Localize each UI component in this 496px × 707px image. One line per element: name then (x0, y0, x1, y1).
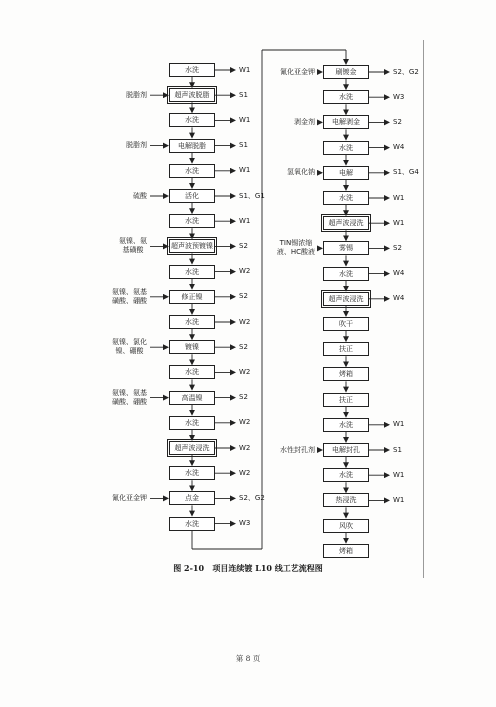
right_column-step-box: 水洗 (323, 90, 369, 104)
left_column-output-label: S2 (239, 292, 248, 301)
left_column-step-box: 活化 (169, 189, 215, 203)
left_column-output-label: W2 (239, 418, 251, 427)
left_column-output-label: S1 (239, 90, 248, 99)
left_column-output-label: S2、G2 (239, 493, 265, 502)
left_column-output-label: S2 (239, 393, 248, 402)
left_column-input-label: 氨镍、氨 基磺酸 (119, 237, 147, 255)
left_column-input-label: 脱脂剂 (126, 141, 147, 150)
left_column-output-label: S2 (239, 241, 248, 250)
left_column-step-box: 水洗 (169, 517, 215, 531)
left_column-step-box: 水洗 (169, 365, 215, 379)
left_column-step-box: 超声波预镀镍 (169, 239, 215, 253)
left_column-output-label: W1 (239, 115, 251, 124)
left_column-input-label: 氨镍、氯化 镍、硼酸 (112, 338, 147, 356)
right_column-step-box: 烤箱 (323, 544, 369, 558)
figure-caption (0, 563, 496, 574)
right_column-step-box: 烤箱 (323, 367, 369, 381)
left_column-step-box: 镀镍 (169, 340, 215, 354)
left_column-output-label: W1 (239, 216, 251, 225)
right_column-step-box: 超声波浸洗 (323, 292, 369, 306)
right_column-step-box: 水洗 (323, 267, 369, 281)
right_column-step-box: 风吹 (323, 519, 369, 533)
right_column-step-box: 水洗 (323, 141, 369, 155)
right_column-input-label: 氢氧化钠 (287, 168, 315, 177)
right_column-output-label: S1 (393, 445, 402, 454)
left_column-step-box: 水洗 (169, 265, 215, 279)
left_column-output-label: S1、G1 (239, 191, 265, 200)
right_column-output-label: S2 (393, 243, 402, 252)
left_column-step-box: 超声波浸洗 (169, 441, 215, 455)
left_column-output-label: W2 (239, 367, 251, 376)
left_column-input-label: 氰化亚金钾 (112, 493, 147, 502)
right_column-output-label: W4 (393, 269, 405, 278)
right_column-input-label: 剥金剂 (294, 117, 315, 126)
right_column-output-label: W1 (393, 470, 405, 479)
right_column-output-label: W1 (393, 193, 405, 202)
left_column-output-label: W1 (239, 166, 251, 175)
page-number: 第 8 页 (235, 654, 261, 663)
right_column-output-label: S1、G4 (393, 168, 419, 177)
left_column-output-label: W2 (239, 468, 251, 477)
left_column-step-box: 水洗 (169, 63, 215, 77)
right_column-step-box: 扶正 (323, 342, 369, 356)
right_column-output-label: W1 (393, 218, 405, 227)
right_column-step-box: 电解剥金 (323, 115, 369, 129)
left_column-step-box: 水洗 (169, 315, 215, 329)
right_column-output-label: W3 (393, 92, 405, 101)
right_column-step-box: 吹干 (323, 317, 369, 331)
right_column-input-label: 氰化亚金钾 (280, 67, 315, 76)
right_column-step-box: 超声波浸洗 (323, 216, 369, 230)
right_column-step-box: 热浸洗 (323, 493, 369, 507)
left_column-step-box: 水洗 (169, 466, 215, 480)
right_column-step-box: 水洗 (323, 418, 369, 432)
right_column-step-box: 刷镀金 (323, 65, 369, 79)
right_column-output-label: W4 (393, 143, 405, 152)
right_column-output-label: W4 (393, 294, 405, 303)
left_column-step-box: 水洗 (169, 416, 215, 430)
figure-number: 图 2-10 (173, 563, 205, 573)
left_column-output-label: W1 (239, 65, 251, 74)
left_column-output-label: S2 (239, 342, 248, 351)
left_column-output-label: W2 (239, 317, 251, 326)
right_column-step-box: 扶正 (323, 393, 369, 407)
right_column-output-label: W1 (393, 420, 405, 429)
left_column-step-box: 点金 (169, 491, 215, 505)
left_column-output-label: S1 (239, 141, 248, 150)
left_column-step-box: 电解脱脂 (169, 139, 215, 153)
figure-title: 项目连续镀 L10 线工艺流程图 (212, 563, 323, 573)
left_column-step-box: 高温镍 (169, 391, 215, 405)
left_column-output-label: W3 (239, 519, 251, 528)
right_column-output-label: S2、G2 (393, 67, 419, 76)
left_column-output-label: W2 (239, 443, 251, 452)
left_column-step-box: 修正镍 (169, 290, 215, 304)
left_column-input-label: 氨镍、氨基 磺酸、硼酸 (112, 287, 147, 305)
right_column-input-label: TIN锡浓缩 液、HC酸液 (276, 239, 315, 257)
right_column-input-label: 水性封孔剂 (280, 445, 315, 454)
right_column-step-box: 水洗 (323, 468, 369, 482)
right_column-step-box: 电解 (323, 166, 369, 180)
right_column-step-box: 水洗 (323, 191, 369, 205)
left_column-input-label: 氨镍、氨基 磺酸、硼酸 (112, 388, 147, 406)
left_column-step-box: 水洗 (169, 113, 215, 127)
left_column-input-label: 硫酸 (133, 191, 147, 200)
left_column-step-box: 水洗 (169, 164, 215, 178)
right_column-step-box: 电解封孔 (323, 443, 369, 457)
right_column-output-label: W1 (393, 495, 405, 504)
left_column-step-box: 超声波脱脂 (169, 88, 215, 102)
left_column-output-label: W2 (239, 267, 251, 276)
left_column-input-label: 脱脂剂 (126, 90, 147, 99)
left_column-step-box: 水洗 (169, 214, 215, 228)
right_column-output-label: S2 (393, 117, 402, 126)
right_column-step-box: 雾锡 (323, 241, 369, 255)
